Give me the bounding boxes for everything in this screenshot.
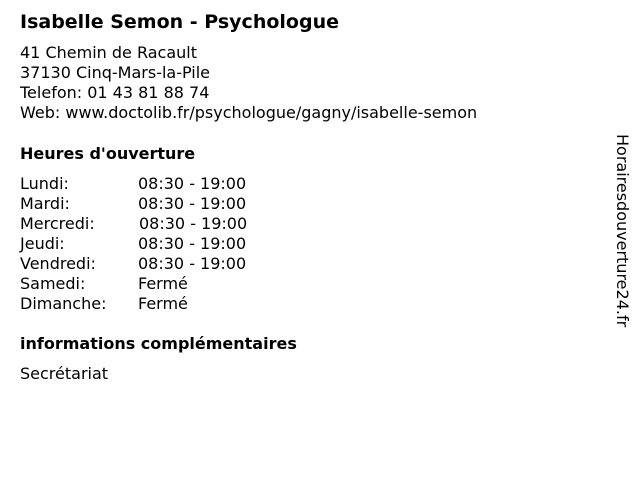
day-label: Mercredi: bbox=[20, 214, 95, 233]
page-title: Isabelle Semon - Psychologue bbox=[20, 11, 339, 33]
hours-row-monday bbox=[20, 174, 320, 194]
hours-row-saturday bbox=[20, 274, 320, 294]
day-label: Lundi: bbox=[20, 174, 69, 193]
time-value: Fermé bbox=[138, 294, 188, 313]
time-value: 08:30 - 19:00 bbox=[138, 174, 247, 193]
hours-row-tuesday bbox=[20, 194, 320, 214]
hours-row-sunday bbox=[20, 294, 320, 314]
phone-number: Telefon: 01 43 81 88 74 bbox=[20, 83, 210, 102]
time-value: Fermé bbox=[138, 274, 188, 293]
address-block bbox=[20, 43, 477, 123]
street-address: 41 Chemin de Racault bbox=[20, 43, 197, 62]
site-watermark: Horairesdouverture24.fr bbox=[613, 134, 632, 328]
day-label: Samedi: bbox=[20, 274, 86, 293]
opening-hours-list bbox=[20, 174, 320, 314]
day-label: Dimanche: bbox=[20, 294, 107, 313]
additional-info-heading: informations complémentaires bbox=[20, 334, 297, 353]
day-label: Mardi: bbox=[20, 194, 70, 213]
hours-row-thursday bbox=[20, 234, 320, 254]
website: Web: www.doctolib.fr/psychologue/gagny/isabelle-semon bbox=[20, 103, 478, 122]
time-value: 08:30 - 19:00 bbox=[138, 194, 247, 213]
hours-row-wednesday bbox=[20, 214, 320, 234]
day-label: Jeudi: bbox=[20, 234, 65, 253]
hours-row-friday bbox=[20, 254, 320, 274]
time-value: 08:30 - 19:00 bbox=[139, 214, 248, 233]
additional-info-text: Secrétariat bbox=[20, 364, 109, 383]
city-address: 37130 Cinq-Mars-la-Pile bbox=[20, 63, 211, 82]
time-value: 08:30 - 19:00 bbox=[138, 234, 247, 253]
time-value: 08:30 - 19:00 bbox=[138, 254, 247, 273]
day-label: Vendredi: bbox=[20, 254, 96, 273]
opening-hours-heading: Heures d'ouverture bbox=[20, 144, 196, 163]
